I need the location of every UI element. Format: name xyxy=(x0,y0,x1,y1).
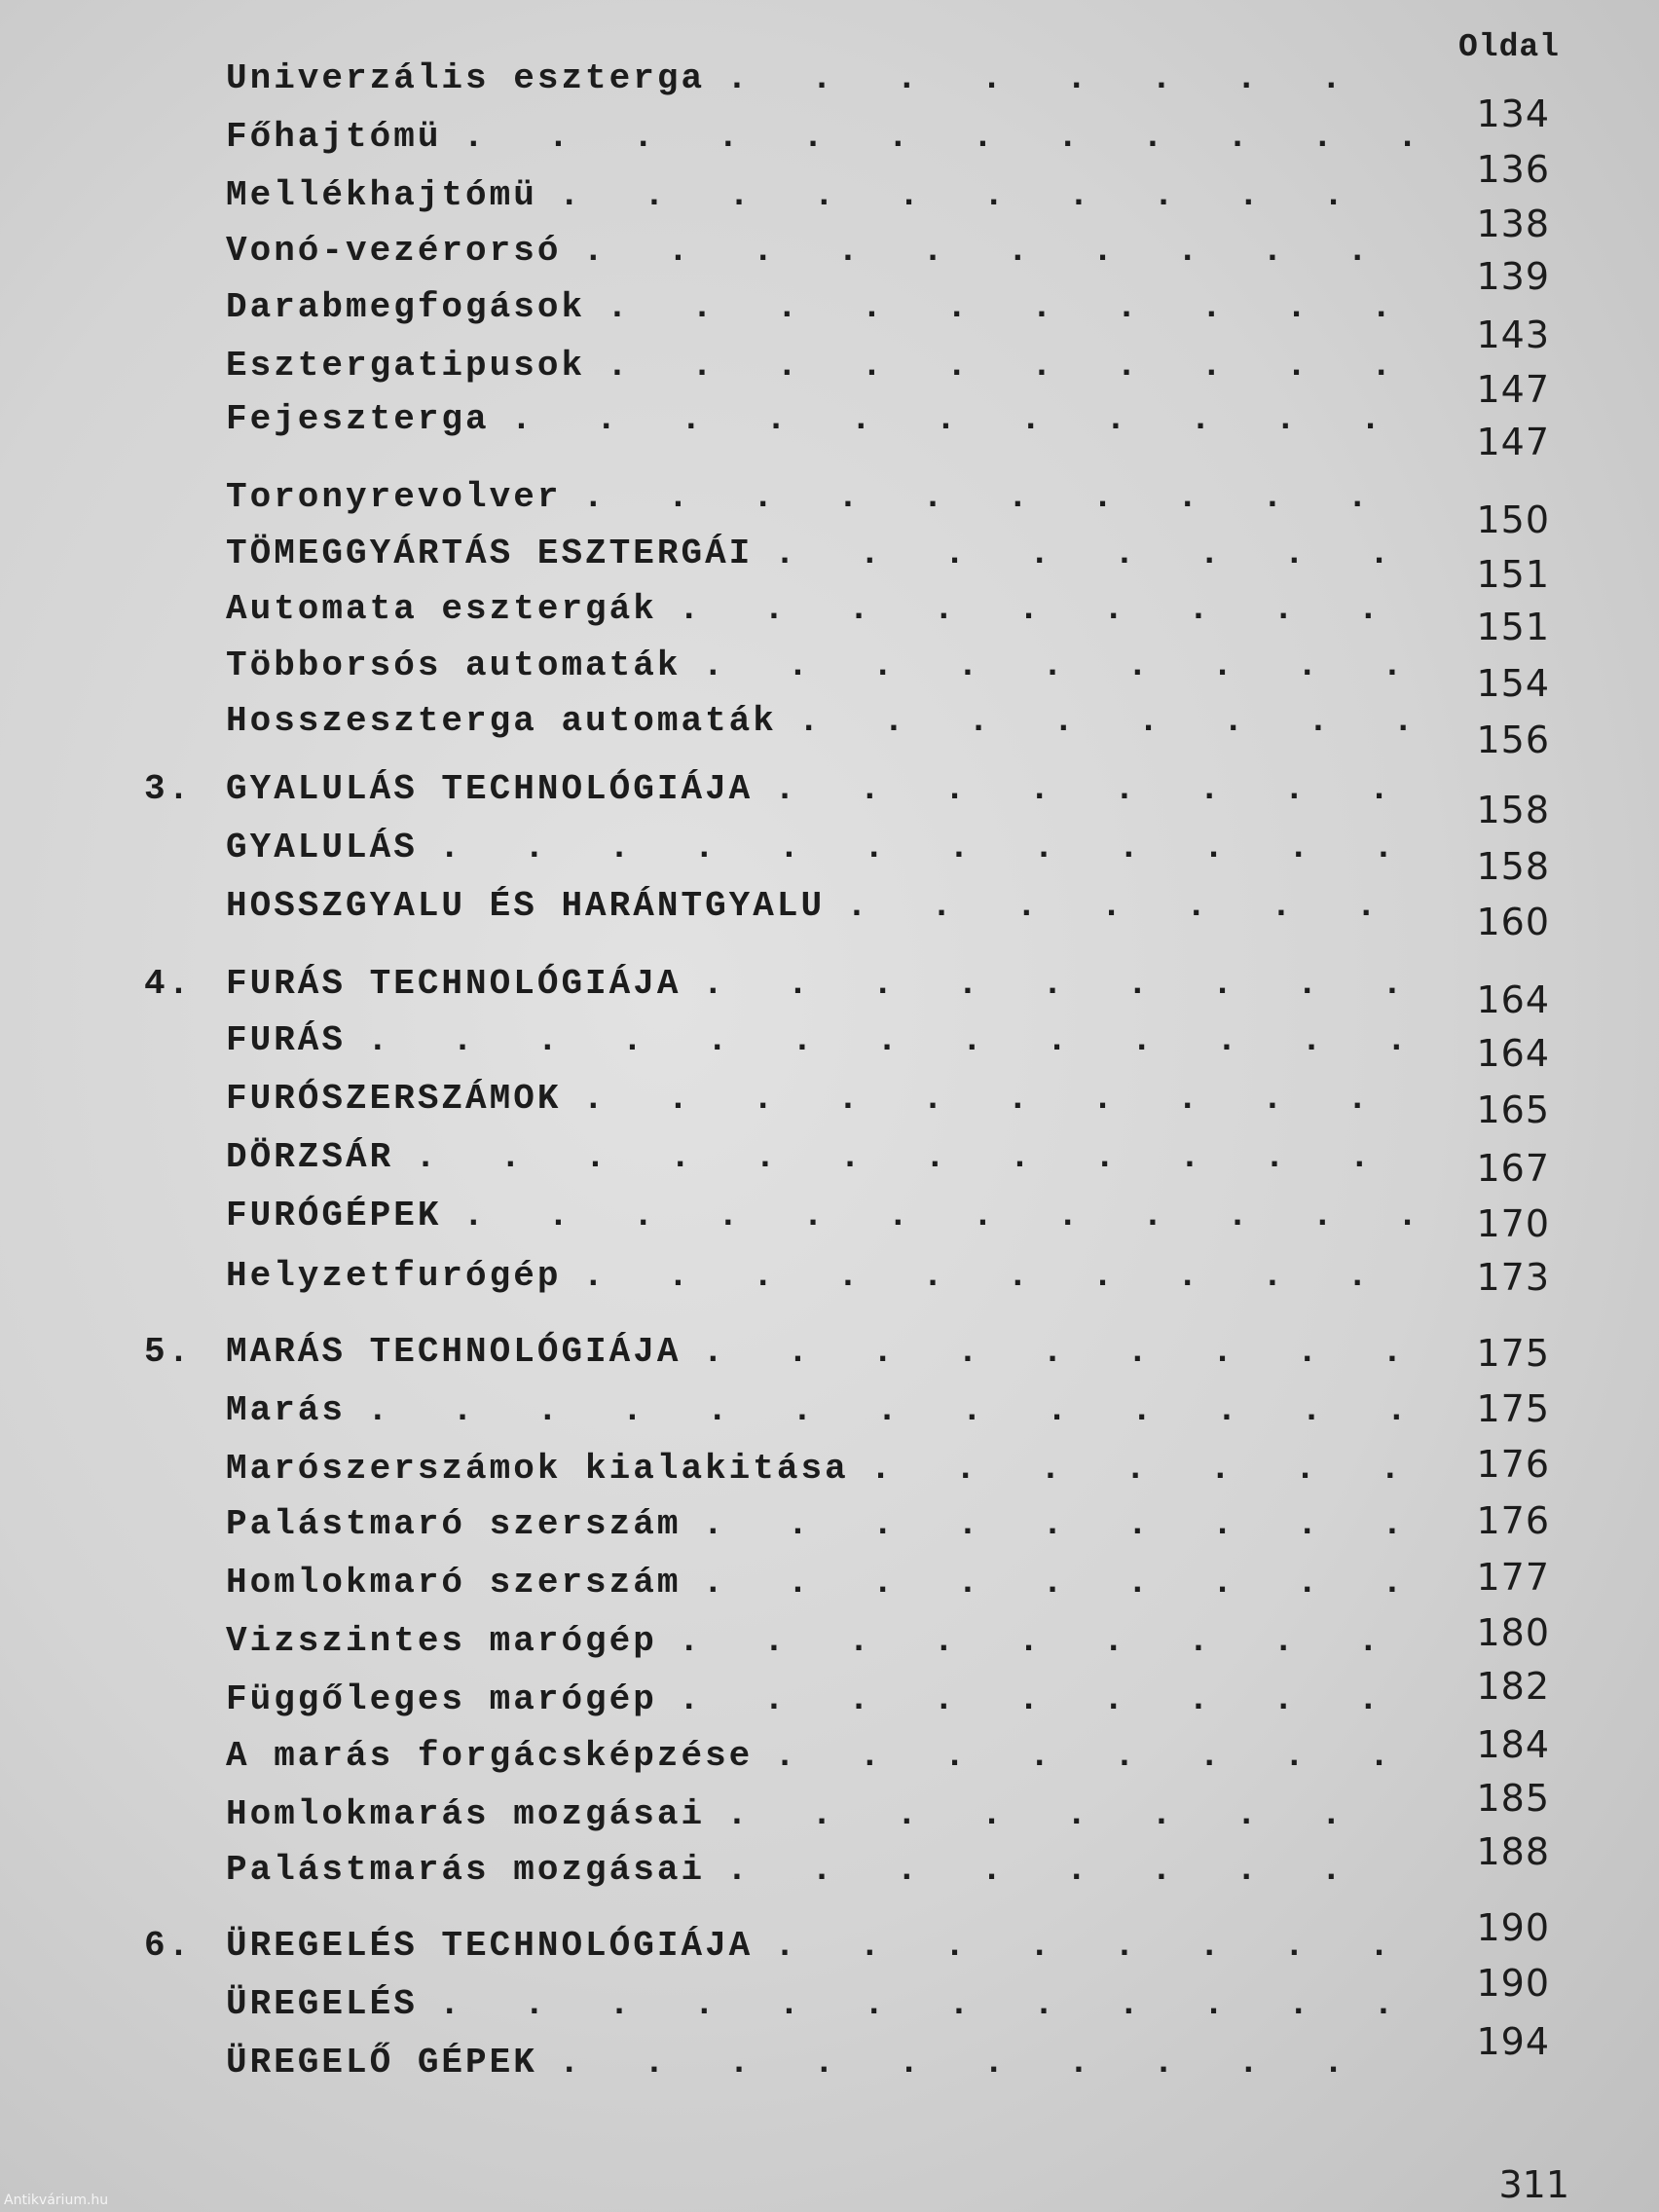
toc-entry xyxy=(226,287,1431,336)
toc-leader-dots xyxy=(607,346,1414,386)
toc-entry-title: FURÁS TECHNOLÓGIÁJA xyxy=(226,964,682,1004)
toc-entry-title: ÜREGELÉS TECHNOLÓGIÁJA xyxy=(226,1926,754,1966)
toc-entry-page: 147 xyxy=(1476,368,1550,411)
toc-entry xyxy=(226,1563,1431,1611)
toc-leader-dots xyxy=(607,287,1414,327)
page-column-header: Oldal xyxy=(1457,29,1560,65)
toc-entry xyxy=(226,1621,1431,1670)
toc-leader-dots xyxy=(439,1984,1414,2024)
toc-leader-dots xyxy=(462,1196,1414,1235)
toc-entry-title: Többorsós automaták xyxy=(226,645,682,685)
toc-entry xyxy=(226,1984,1431,2033)
toc-entry xyxy=(226,1504,1431,1553)
toc-entry-title: Univerzális eszterga xyxy=(226,58,706,98)
toc-entry-title: Homlokmaró szerszám xyxy=(226,1563,682,1603)
toc-leader-dots xyxy=(846,886,1414,926)
toc-entry-title: Helyzetfurógép xyxy=(226,1256,562,1296)
toc-entry-page: 164 xyxy=(1476,1032,1550,1075)
toc-entry-page: 164 xyxy=(1476,978,1550,1021)
toc-chapter-number: 5. xyxy=(144,1332,193,1372)
toc-entry-title: A marás forgácsképzése xyxy=(226,1736,754,1776)
toc-entry-page: 147 xyxy=(1476,421,1550,463)
toc-entry-page: 165 xyxy=(1476,1088,1550,1131)
toc-entry-page: 158 xyxy=(1476,789,1550,831)
toc-entry-title: GYALULÁS TECHNOLÓGIÁJA xyxy=(226,769,754,809)
toc-entry-page: 175 xyxy=(1476,1387,1550,1430)
toc-entry xyxy=(226,1449,1431,1497)
toc-entry-title: ÜREGELŐ GÉPEK xyxy=(226,2043,537,2083)
toc-entry xyxy=(226,1079,1431,1127)
toc-entry-title: FURÓSZERSZÁMOK xyxy=(226,1079,562,1119)
toc-entry-title: Marószerszámok kialakitása xyxy=(226,1449,849,1489)
toc-entry xyxy=(226,1196,1431,1244)
toc-leader-dots xyxy=(679,1621,1414,1661)
toc-entry-title: Palástmarás mozgásai xyxy=(226,1850,706,1890)
toc-entry-title: Marás xyxy=(226,1390,347,1430)
toc-entry-title: Darabmegfogások xyxy=(226,287,586,327)
watermark: Antikvárium.hu xyxy=(4,2193,109,2208)
toc-leader-dots xyxy=(702,964,1414,1004)
toc-entry xyxy=(226,1390,1431,1439)
toc-leader-dots xyxy=(702,645,1414,685)
toc-entry xyxy=(226,58,1431,107)
toc-entry xyxy=(144,964,1431,1013)
toc-entry-page: 167 xyxy=(1476,1147,1550,1190)
toc-leader-dots xyxy=(774,769,1414,809)
toc-entry xyxy=(226,399,1431,448)
toc-entry xyxy=(226,1679,1431,1728)
toc-entry xyxy=(226,701,1431,750)
toc-leader-dots xyxy=(774,1736,1414,1776)
toc-entry-page: 176 xyxy=(1476,1499,1550,1542)
toc-leader-dots xyxy=(702,1332,1414,1372)
toc-entry-title: Vizszintes marógép xyxy=(226,1621,657,1661)
toc-entry-title: Függőleges marógép xyxy=(226,1679,657,1719)
toc-leader-dots xyxy=(367,1020,1414,1060)
toc-entry-page: 143 xyxy=(1476,313,1550,356)
toc-leader-dots xyxy=(726,1850,1414,1890)
toc-entry-page: 177 xyxy=(1476,1556,1550,1599)
toc-chapter-number: 3. xyxy=(144,769,193,809)
toc-entry-page: 158 xyxy=(1476,845,1550,888)
toc-leader-dots xyxy=(726,58,1414,98)
toc-entry xyxy=(144,1926,1431,1974)
toc-entry-title: FURÓGÉPEK xyxy=(226,1196,442,1235)
toc-entry xyxy=(226,886,1431,935)
toc-entry xyxy=(226,1256,1431,1305)
toc-entry xyxy=(226,175,1431,224)
toc-leader-dots xyxy=(774,534,1414,573)
toc-entry xyxy=(226,1850,1431,1899)
toc-entry-title: MARÁS TECHNOLÓGIÁJA xyxy=(226,1332,682,1372)
toc-leader-dots xyxy=(702,1504,1414,1544)
toc-entry-title: DÖRZSÁR xyxy=(226,1137,394,1177)
toc-entry-page: 182 xyxy=(1476,1665,1550,1708)
toc-entry xyxy=(226,534,1431,582)
toc-entry-page: 180 xyxy=(1476,1611,1550,1654)
toc-leader-dots xyxy=(511,399,1414,439)
toc-entry-title: FURÁS xyxy=(226,1020,347,1060)
toc-leader-dots xyxy=(774,1926,1414,1966)
toc-entry-title: Főhajtómü xyxy=(226,117,442,157)
toc-entry xyxy=(226,1794,1431,1843)
page-number: 311 xyxy=(1498,2163,1569,2206)
toc-leader-dots xyxy=(679,1679,1414,1719)
toc-entry xyxy=(226,828,1431,876)
toc-leader-dots xyxy=(582,477,1414,517)
toc-entry xyxy=(226,1137,1431,1186)
toc-entry-page: 160 xyxy=(1476,901,1550,943)
toc-entry xyxy=(226,645,1431,694)
toc-entry-title: Toronyrevolver xyxy=(226,477,562,517)
toc-entry-title: Mellékhajtómü xyxy=(226,175,537,215)
toc-entry-title: Vonó-vezérorsó xyxy=(226,231,562,271)
toc-entry xyxy=(226,589,1431,638)
toc-entry-title: Homlokmarás mozgásai xyxy=(226,1794,706,1834)
toc-leader-dots xyxy=(798,701,1414,741)
toc-entry-page: 194 xyxy=(1476,2020,1550,2063)
toc-entry-page: 154 xyxy=(1476,662,1550,705)
toc-leader-dots xyxy=(679,589,1414,629)
toc-entry-page: 184 xyxy=(1476,1723,1550,1766)
toc-entry-title: Hosszeszterga automaták xyxy=(226,701,777,741)
toc-entry xyxy=(226,2043,1431,2091)
toc-entry-page: 175 xyxy=(1476,1332,1550,1375)
toc-entry-page: 190 xyxy=(1476,1906,1550,1949)
toc-entry-page: 188 xyxy=(1476,1830,1550,1873)
toc-leader-dots xyxy=(439,828,1414,867)
toc-entry-title: Esztergatipusok xyxy=(226,346,586,386)
toc-leader-dots xyxy=(582,1079,1414,1119)
toc-entry xyxy=(226,477,1431,526)
toc-entry-page: 151 xyxy=(1476,606,1550,648)
toc-leader-dots xyxy=(462,117,1414,157)
toc-entry-page: 134 xyxy=(1476,92,1550,135)
toc-entry xyxy=(226,117,1431,166)
toc-entry xyxy=(226,346,1431,394)
toc-entry-page: 176 xyxy=(1476,1443,1550,1486)
toc-chapter-number: 6. xyxy=(144,1926,193,1966)
toc-leader-dots xyxy=(702,1563,1414,1603)
toc-entry-page: 136 xyxy=(1476,148,1550,191)
toc-entry-page: 156 xyxy=(1476,719,1550,761)
toc-entry-page: 151 xyxy=(1476,553,1550,596)
toc-entry-page: 138 xyxy=(1476,203,1550,245)
toc-entry xyxy=(226,1020,1431,1069)
toc-entry-title: Fejeszterga xyxy=(226,399,490,439)
toc-entry-title: Automata esztergák xyxy=(226,589,657,629)
toc-entry-page: 185 xyxy=(1476,1777,1550,1820)
toc-leader-dots xyxy=(559,2043,1414,2083)
toc-entry xyxy=(226,1736,1431,1785)
toc-entry-title: GYALULÁS xyxy=(226,828,418,867)
toc-leader-dots xyxy=(870,1449,1414,1489)
toc-entry-page: 170 xyxy=(1476,1202,1550,1245)
toc-entry-title: ÜREGELÉS xyxy=(226,1984,418,2024)
toc-leader-dots xyxy=(726,1794,1414,1834)
toc-entry-title: TÖMEGGYÁRTÁS ESZTERGÁI xyxy=(226,534,754,573)
toc-leader-dots xyxy=(559,175,1414,215)
toc-entry-page: 139 xyxy=(1476,255,1550,298)
toc-entry-title: Palástmaró szerszám xyxy=(226,1504,682,1544)
toc-leader-dots xyxy=(415,1137,1414,1177)
toc-entry-title: HOSSZGYALU ÉS HARÁNTGYALU xyxy=(226,886,826,926)
toc-entry xyxy=(226,231,1431,279)
toc-entry-page: 150 xyxy=(1476,498,1550,541)
toc-entry-page: 173 xyxy=(1476,1256,1550,1299)
toc-entry xyxy=(144,1332,1431,1381)
toc-entry xyxy=(144,769,1431,818)
toc-leader-dots xyxy=(582,1256,1414,1296)
toc-chapter-number: 4. xyxy=(144,964,193,1004)
toc-entry-page: 190 xyxy=(1476,1962,1550,2005)
toc-leader-dots xyxy=(582,231,1414,271)
toc-leader-dots xyxy=(367,1390,1414,1430)
